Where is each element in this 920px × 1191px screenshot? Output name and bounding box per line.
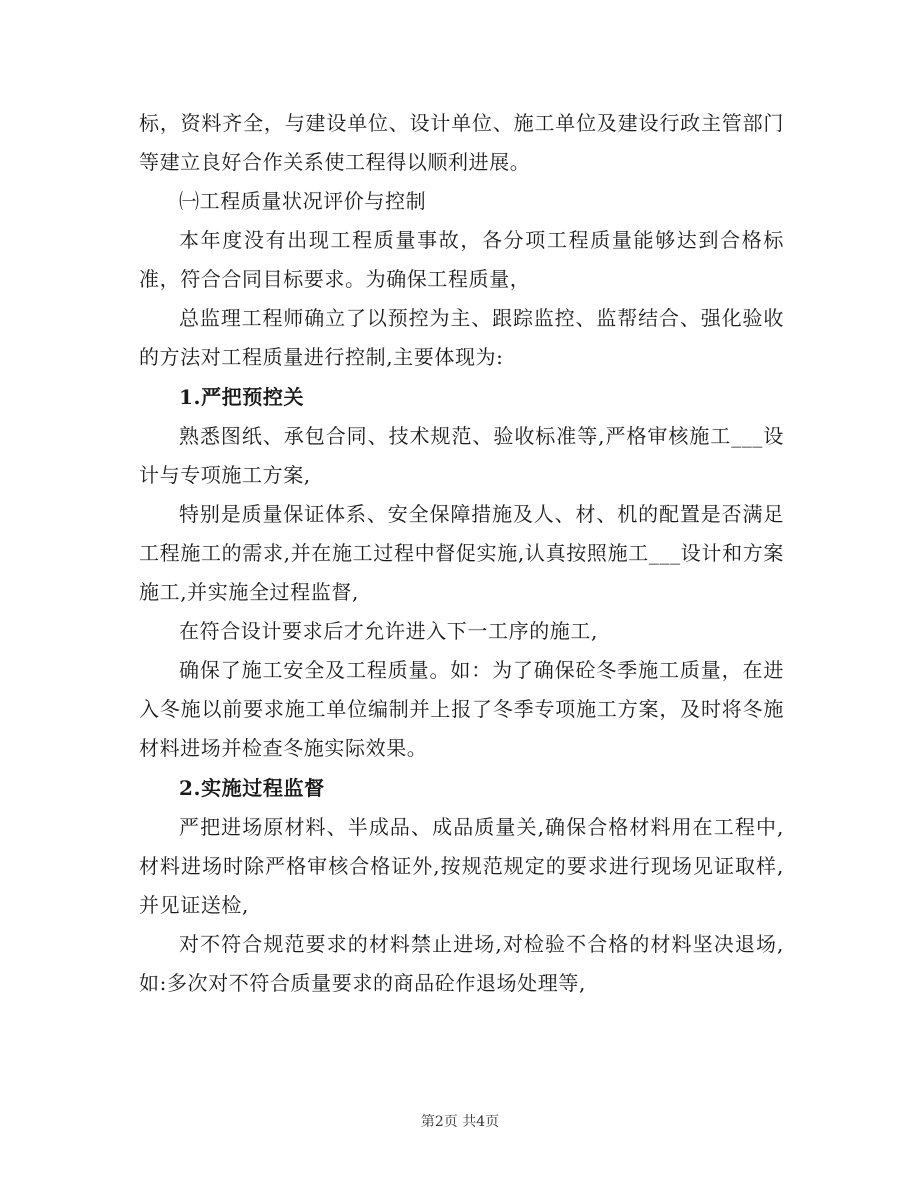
- paragraph-6: 熟悉图纸、承包合同、技术规范、验收标准等,严格审核施工___设计与专项施工方案,: [139, 424, 784, 487]
- paragraph-4: 总监理工程师确立了以预控为主、跟踪监控、监帮结合、强化验收的方法对工程质量进行控制,主要体现为:: [139, 306, 784, 369]
- paragraph-12: 对不符合规范要求的材料禁止进场,对检验不合格的材料坚决退场,如:多次对不符合质量要求的商品砼作退场处理等,: [139, 932, 784, 995]
- paragraph-8: 在符合设计要求后才允许进入下一工序的施工,: [179, 619, 598, 643]
- paragraph-3: 本年度没有出现工程质量事故，各分项工程质量能够达到合格标准，符合合同目标要求。为确保工程质量，: [139, 228, 784, 291]
- heading-supervision: 2.实施过程监督: [179, 776, 325, 800]
- heading-prevention: 1.严把预控关: [179, 385, 305, 409]
- paragraph-1: 标，资料齐全，与建设单位、设计单位、施工单位及建设行政主管部门等建立良好合作关系使工程得以顺利进展。: [139, 111, 784, 174]
- document-body: [139, 104, 784, 1003]
- paragraph-11: 严把进场原材料、半成品、成品质量关,确保合格材料用在工程中,材料进场时除严格审核合格证外,按规范规定的要求进行现场见证取样,并见证送检,: [139, 815, 784, 917]
- paragraph-7: 特别是质量保证体系、安全保障措施及人、材、机的配置是否满足工程施工的需求,并在施工过程中督促实施,认真按照施工___设计和方案施工,并实施全过程监督,: [139, 502, 784, 604]
- section-title-quality: ㈠工程质量状况评价与控制: [179, 189, 427, 213]
- paragraph-9: 确保了施工安全及工程质量。如：为了确保砼冬季施工质量，在进入冬施以前要求施工单位编制并上报了冬季专项施工方案，及时将冬施材料进场并检查冬施实际效果。: [139, 658, 784, 760]
- page-number: 第2页 共4页: [420, 1114, 500, 1130]
